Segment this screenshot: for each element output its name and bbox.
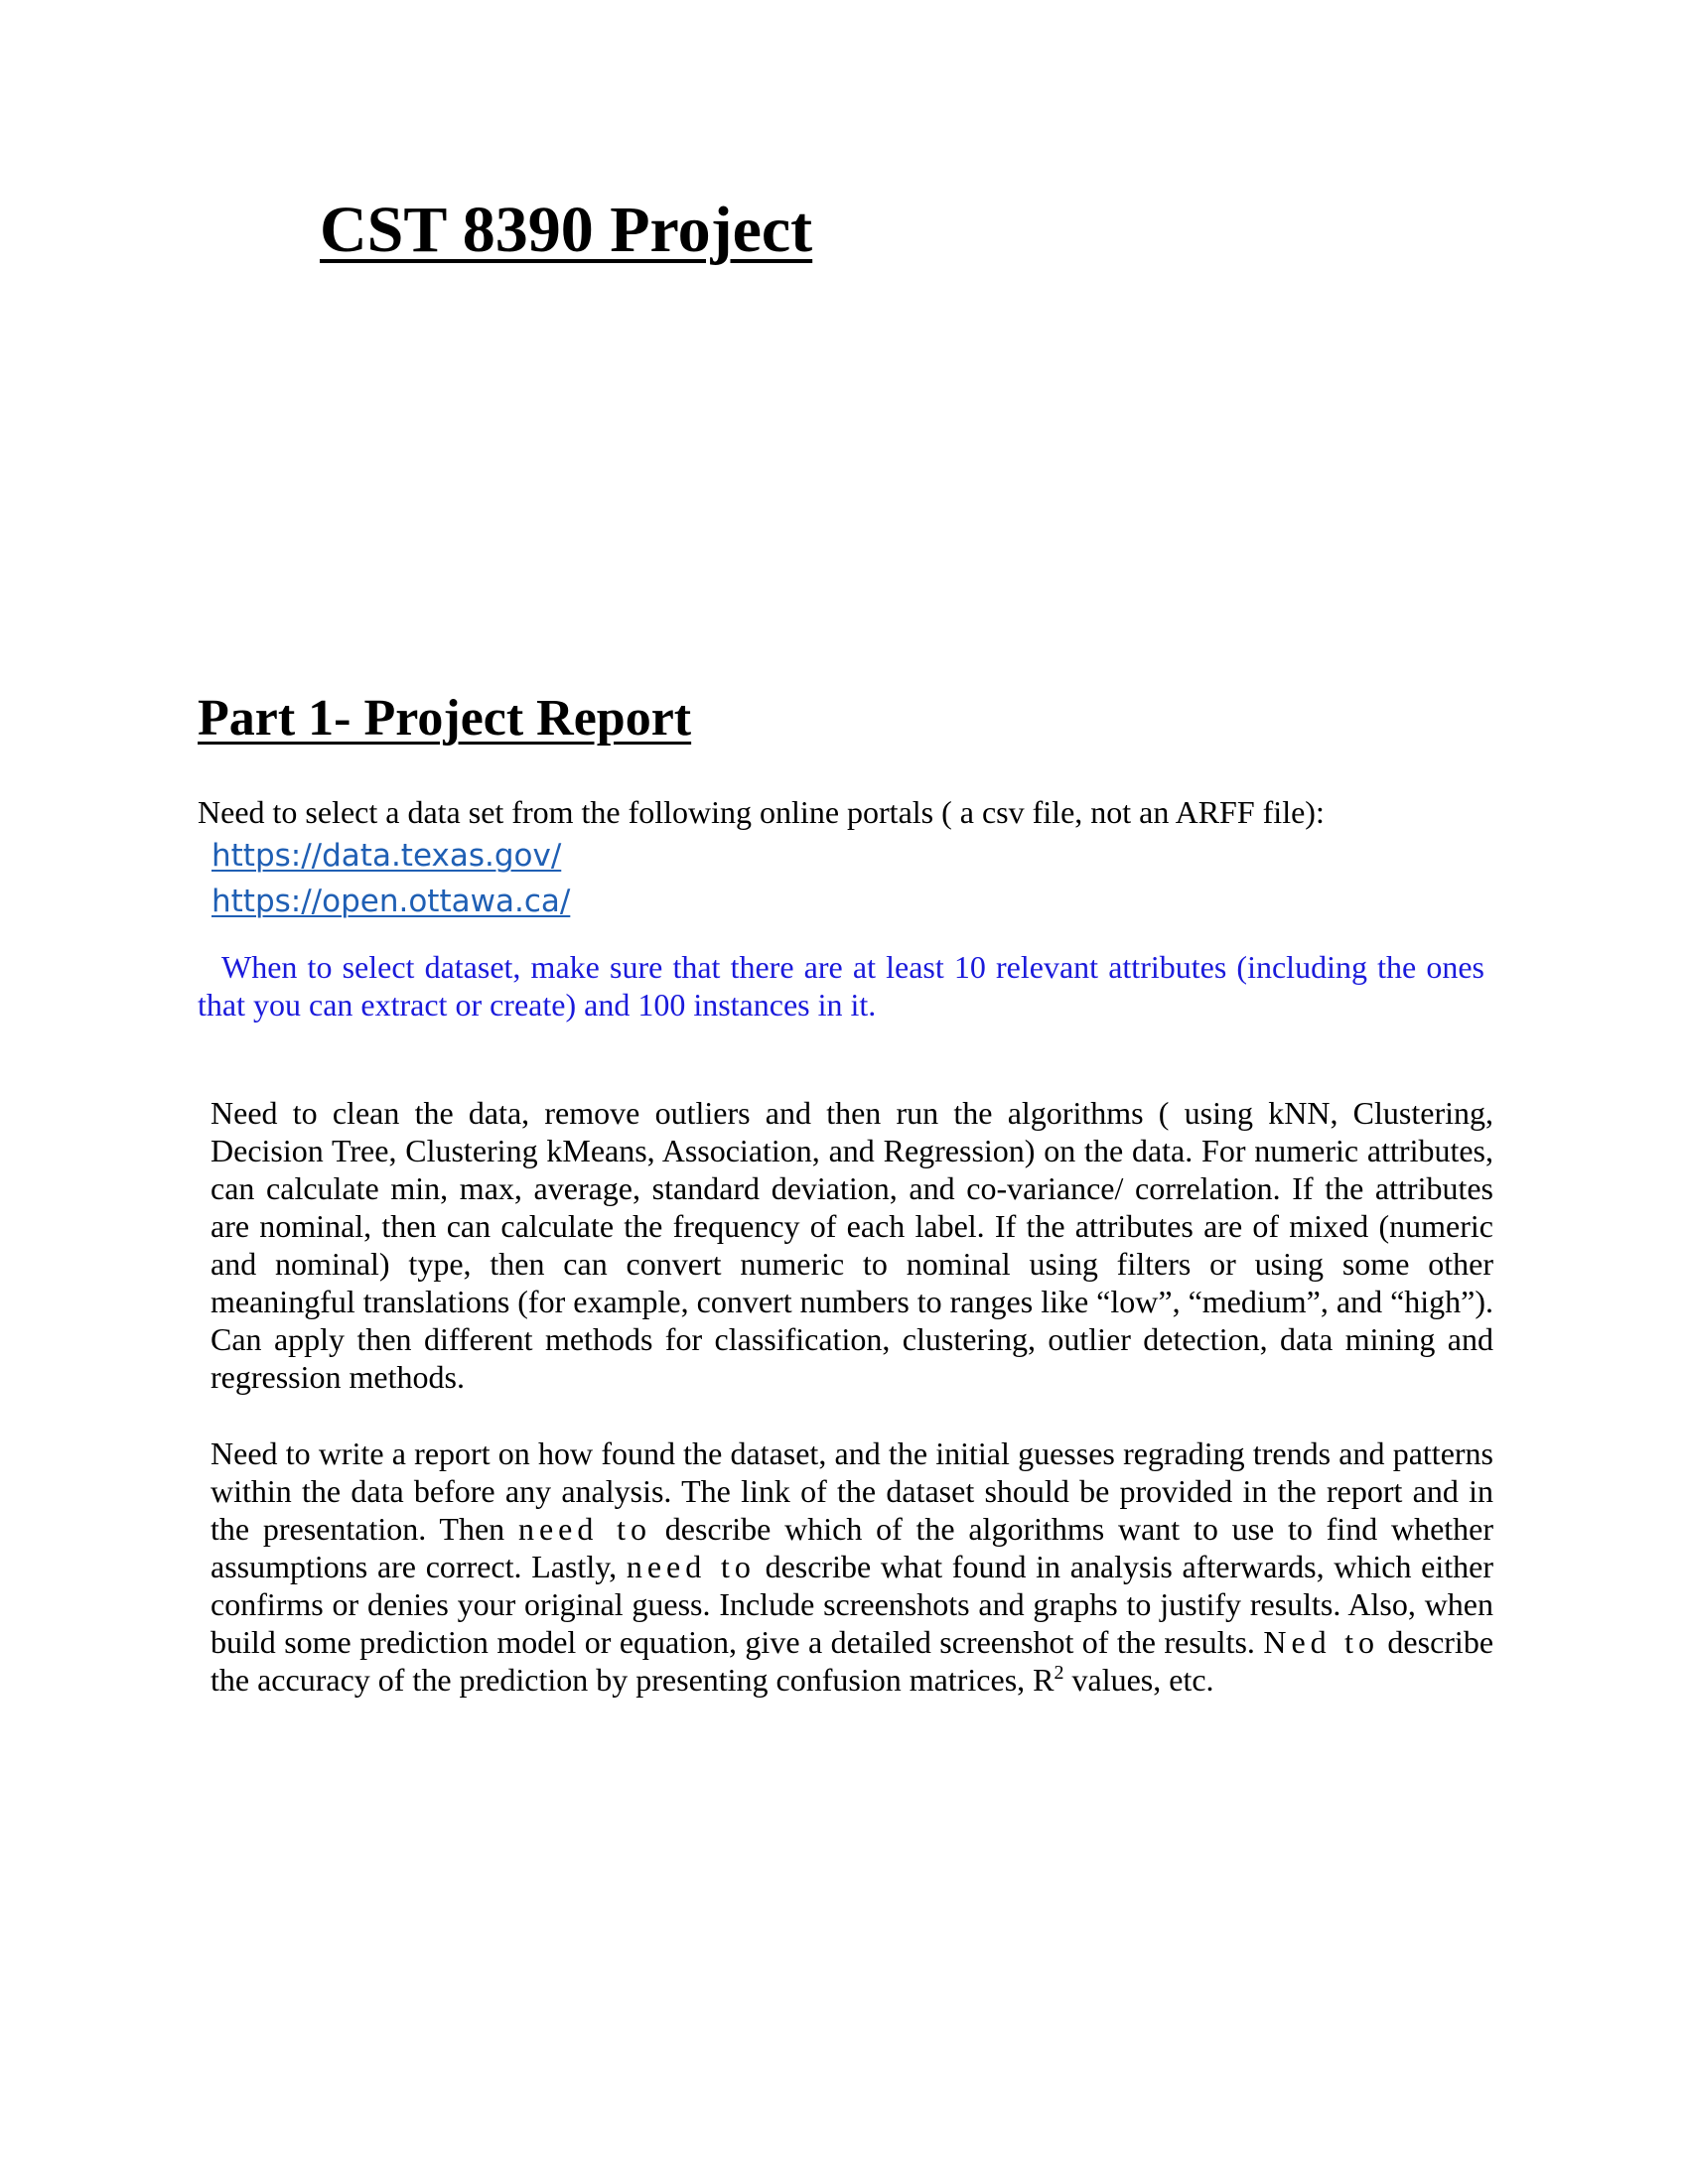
paragraph-data-cleaning: Need to clean the data, remove outliers and then run the algorithms ( using kNN, Clustering, Decision Tree, Clustering kMeans, Association, and Regression) on the data. For numeric attributes, can calculate min, max, average, standard deviation, and co-variance/ correlation. If the attributes are nominal, then can calculate the frequency of each label. If the attributes are of mixed (numeric and nominal) type, then can convert numeric to nominal using filters or using some other meaningful translations (for example, convert numbers to ranges like “low”, “medium”, and “high”). Can apply then different methods for classification, clustering, outlier detection, data mining and regression methods.: [211, 1095, 1494, 1395]
paragraph-segment: values, etc.: [1063, 1662, 1214, 1698]
superscript-2: 2: [1054, 1662, 1064, 1684]
spaced-phrase: need to: [517, 1511, 651, 1547]
paragraph-segment: describe what found in analysis afterwards, which either confirms or denies your original guess. Include screenshots and graphs to justify results. Also, when build some prediction model or equation, give a detailed screenshot of the results.: [211, 1549, 1494, 1660]
spaced-phrase: Ned to: [1263, 1624, 1379, 1660]
paragraph-segment: Need to write a report on how found the dataset, and the initial guesses regrading trends and patterns within the data before any analysis. The link of the dataset should be provided in the report and in the presentation. Then: [211, 1435, 1493, 1547]
paragraph-segment: describe the accuracy of the prediction by presenting confusion matrices, R: [211, 1624, 1494, 1698]
intro-text: Need to select a data set from the following online portals ( a csv file, not an ARFF file):: [198, 794, 1325, 830]
paragraph-segment: describe which of the algorithms want to use to find whether assumptions are correct. Lastly,: [211, 1511, 1494, 1584]
spaced-phrase: need to: [626, 1549, 756, 1584]
document-title: CST 8390 Project: [320, 194, 813, 266]
section-heading: Part 1- Project Report: [198, 690, 692, 747]
paragraph-report-requirements: [211, 1434, 1493, 1699]
dataset-requirement-note: When to select dataset, make sure that there are at least 10 relevant attributes (including the ones that you can extract or create) and 100 instances in it.: [198, 949, 1484, 1023]
link-ottawa-portal[interactable]: https://open.ottawa.ca/: [211, 884, 571, 919]
link-texas-portal[interactable]: https://data.texas.gov/: [211, 838, 562, 874]
